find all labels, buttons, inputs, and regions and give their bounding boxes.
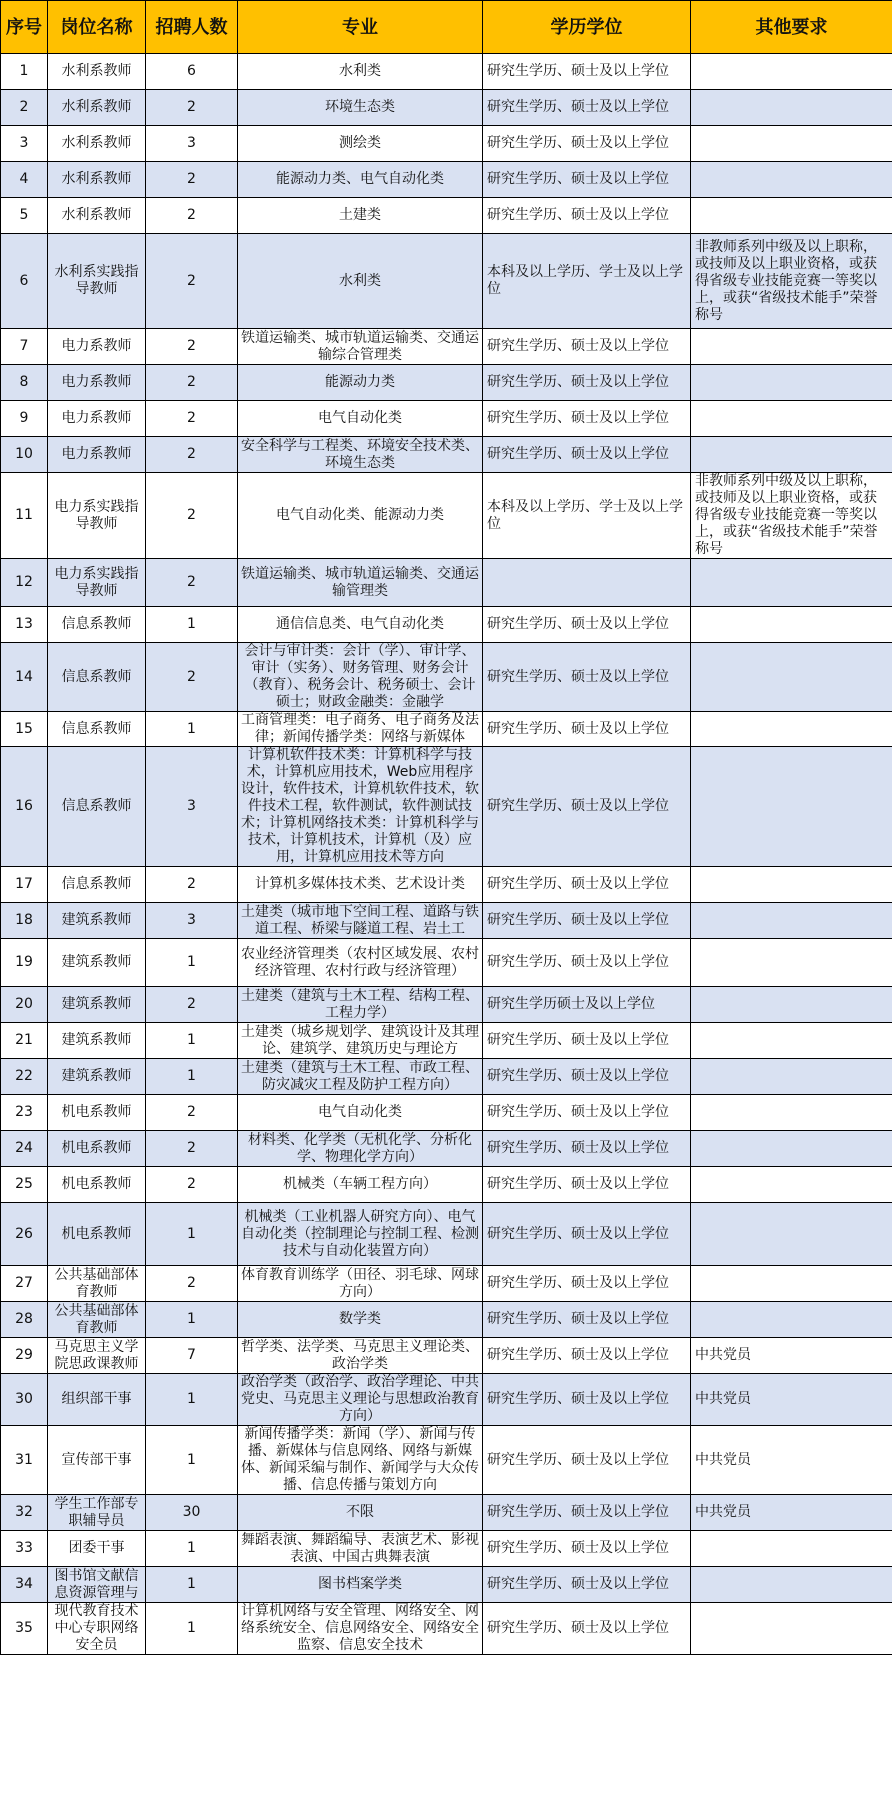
cell-count: 2: [146, 401, 238, 437]
cell-education: 本科及以上学历、学士及以上学位: [483, 473, 691, 559]
cell-count: 2: [146, 1266, 238, 1302]
cell-major: 土建类（建筑与土木工程、市政工程、防灾减灾工程及防护工程方向）: [238, 1059, 483, 1095]
cell-major: 体育教育训练学（田径、羽毛球、网球方向）: [238, 1266, 483, 1302]
cell-no: 34: [1, 1567, 48, 1603]
cell-position: 电力系教师: [48, 329, 146, 365]
cell-major: 不限: [238, 1495, 483, 1531]
cell-other: [691, 329, 892, 365]
cell-major: 能源动力类: [238, 365, 483, 401]
cell-other: [691, 1266, 892, 1302]
cell-other: [691, 643, 892, 712]
cell-other: [691, 1567, 892, 1603]
table-row: [1, 54, 892, 90]
cell-education: 研究生学历、硕士及以上学位: [483, 1095, 691, 1131]
cell-position: 电力系实践指导教师: [48, 473, 146, 559]
cell-other: [691, 126, 892, 162]
table-row: [1, 401, 892, 437]
cell-no: 6: [1, 234, 48, 329]
cell-position: 信息系教师: [48, 867, 146, 903]
cell-position: 水利系教师: [48, 162, 146, 198]
cell-position: 信息系教师: [48, 643, 146, 712]
cell-other: [691, 559, 892, 607]
cell-education: 研究生学历、硕士及以上学位: [483, 1495, 691, 1531]
cell-count: 6: [146, 54, 238, 90]
cell-no: 17: [1, 867, 48, 903]
cell-no: 4: [1, 162, 48, 198]
cell-major: 机械类（工业机器人研究方向）、电气自动化类（控制理论与控制工程、检测技术与自动化装置方向）: [238, 1203, 483, 1266]
cell-position: 水利系教师: [48, 126, 146, 162]
cell-other: [691, 1603, 892, 1655]
cell-education: 本科及以上学历、学士及以上学位: [483, 234, 691, 329]
cell-position: 机电系教师: [48, 1167, 146, 1203]
cell-education: 研究生学历硕士及以上学位: [483, 987, 691, 1023]
cell-major: 土建类（城乡规划学、建筑设计及其理论、建筑学、建筑历史与理论方: [238, 1023, 483, 1059]
cell-position: 建筑系教师: [48, 987, 146, 1023]
cell-no: 29: [1, 1338, 48, 1374]
cell-no: 33: [1, 1531, 48, 1567]
cell-no: 18: [1, 903, 48, 939]
cell-position: 电力系教师: [48, 365, 146, 401]
cell-no: 22: [1, 1059, 48, 1095]
cell-education: 研究生学历、硕士及以上学位: [483, 1059, 691, 1095]
cell-major: 机械类（车辆工程方向）: [238, 1167, 483, 1203]
cell-position: 水利系教师: [48, 198, 146, 234]
cell-no: 28: [1, 1302, 48, 1338]
cell-major: 计算机网络与安全管理、网络安全、网络系统安全、信息网络安全、网络安全监察、信息安全技术: [238, 1603, 483, 1655]
cell-major: 工商管理类：电子商务、电子商务及法律；新闻传播学类：网络与新媒体: [238, 712, 483, 747]
cell-major: 安全科学与工程类、环境安全技术类、环境生态类: [238, 437, 483, 473]
cell-education: 研究生学历、硕士及以上学位: [483, 1302, 691, 1338]
cell-count: 2: [146, 867, 238, 903]
cell-position: 水利系实践指导教师: [48, 234, 146, 329]
cell-other: [691, 401, 892, 437]
cell-count: 1: [146, 1023, 238, 1059]
cell-education: 研究生学历、硕士及以上学位: [483, 365, 691, 401]
cell-education: 研究生学历、硕士及以上学位: [483, 198, 691, 234]
cell-no: 35: [1, 1603, 48, 1655]
cell-other: [691, 1203, 892, 1266]
cell-other: [691, 162, 892, 198]
table-header: [1, 1, 892, 54]
cell-position: 建筑系教师: [48, 939, 146, 987]
cell-count: 3: [146, 126, 238, 162]
cell-position: 水利系教师: [48, 90, 146, 126]
cell-major: 计算机软件技术类：计算机科学与技术，计算机应用技术，Web应用程序设计，软件技术，计算机软件技术，软件技术工程，软件测试，软件测试技术；计算机网络技术类：计算机科学与技术，计算机技术，计算机（及）应用，计算机应用技术等方向: [238, 747, 483, 867]
cell-no: 7: [1, 329, 48, 365]
cell-major: 材料类、化学类（无机化学、分析化学、物理化学方向）: [238, 1131, 483, 1167]
table-row: [1, 1266, 892, 1302]
header-no: 序号: [1, 1, 48, 54]
table-row: [1, 747, 892, 867]
cell-no: 21: [1, 1023, 48, 1059]
cell-no: 15: [1, 712, 48, 747]
header-other: 其他要求: [691, 1, 892, 54]
cell-position: 团委干事: [48, 1531, 146, 1567]
cell-education: 研究生学历、硕士及以上学位: [483, 401, 691, 437]
cell-count: 1: [146, 1302, 238, 1338]
cell-major: 通信信息类、电气自动化类: [238, 607, 483, 643]
cell-position: 图书馆文献信息资源管理与: [48, 1567, 146, 1603]
cell-education: [483, 559, 691, 607]
table-row: [1, 90, 892, 126]
cell-other: [691, 867, 892, 903]
cell-other: [691, 90, 892, 126]
cell-count: 3: [146, 747, 238, 867]
cell-major: 舞蹈表演、舞蹈编导、表演艺术、影视表演、中国古典舞表演: [238, 1531, 483, 1567]
table-row: [1, 1603, 892, 1655]
cell-no: 32: [1, 1495, 48, 1531]
cell-other: [691, 365, 892, 401]
cell-education: 研究生学历、硕士及以上学位: [483, 126, 691, 162]
cell-education: 研究生学历、硕士及以上学位: [483, 437, 691, 473]
cell-no: 8: [1, 365, 48, 401]
cell-education: 研究生学历、硕士及以上学位: [483, 1567, 691, 1603]
cell-other: 非教师系列中级及以上职称，或技师及以上职业资格，或获得省级专业技能竞赛一等奖以上，或获“省级技术能手”荣誉称号: [691, 473, 892, 559]
cell-no: 14: [1, 643, 48, 712]
cell-position: 水利系教师: [48, 54, 146, 90]
table-row: [1, 903, 892, 939]
cell-count: 7: [146, 1338, 238, 1374]
table-row: [1, 1023, 892, 1059]
cell-count: 1: [146, 1426, 238, 1495]
cell-position: 现代教育技术中心专职网络安全员: [48, 1603, 146, 1655]
cell-major: 会计与审计类：会计（学）、审计学、审计（实务）、财务管理、财务会计（教育）、税务会计、税务硕士、会计硕士；财政金融类：金融学: [238, 643, 483, 712]
cell-no: 16: [1, 747, 48, 867]
cell-other: [691, 198, 892, 234]
cell-other: [691, 747, 892, 867]
table-row: [1, 867, 892, 903]
cell-position: 信息系教师: [48, 712, 146, 747]
cell-no: 3: [1, 126, 48, 162]
cell-major: 新闻传播学类：新闻（学）、新闻与传播、新媒体与信息网络、网络与新媒体、新闻采编与制作、新闻学与大众传播、信息传播与策划方向: [238, 1426, 483, 1495]
table-row: [1, 365, 892, 401]
cell-education: 研究生学历、硕士及以上学位: [483, 747, 691, 867]
cell-count: 2: [146, 329, 238, 365]
cell-major: 能源动力类、电气自动化类: [238, 162, 483, 198]
cell-other: [691, 1302, 892, 1338]
table-row: [1, 1167, 892, 1203]
cell-education: 研究生学历、硕士及以上学位: [483, 1531, 691, 1567]
cell-major: 水利类: [238, 54, 483, 90]
cell-position: 机电系教师: [48, 1131, 146, 1167]
cell-position: 学生工作部专职辅导员: [48, 1495, 146, 1531]
table-row: [1, 1059, 892, 1095]
cell-major: 铁道运输类、城市轨道运输类、交通运输管理类: [238, 559, 483, 607]
cell-count: 30: [146, 1495, 238, 1531]
cell-other: [691, 437, 892, 473]
cell-other: 中共党员: [691, 1374, 892, 1426]
cell-position: 建筑系教师: [48, 1059, 146, 1095]
cell-major: 电气自动化类: [238, 1095, 483, 1131]
cell-education: 研究生学历、硕士及以上学位: [483, 607, 691, 643]
cell-no: 31: [1, 1426, 48, 1495]
cell-education: 研究生学历、硕士及以上学位: [483, 1374, 691, 1426]
cell-no: 10: [1, 437, 48, 473]
cell-no: 12: [1, 559, 48, 607]
table-row: [1, 1302, 892, 1338]
cell-other: [691, 903, 892, 939]
cell-no: 27: [1, 1266, 48, 1302]
cell-other: [691, 987, 892, 1023]
cell-count: 3: [146, 903, 238, 939]
cell-count: 2: [146, 559, 238, 607]
cell-position: 宣传部干事: [48, 1426, 146, 1495]
table-row: [1, 1095, 892, 1131]
table-row: [1, 437, 892, 473]
cell-other: 中共党员: [691, 1338, 892, 1374]
cell-education: 研究生学历、硕士及以上学位: [483, 162, 691, 198]
cell-position: 机电系教师: [48, 1203, 146, 1266]
cell-count: 2: [146, 643, 238, 712]
cell-education: 研究生学历、硕士及以上学位: [483, 1203, 691, 1266]
table-row: [1, 1203, 892, 1266]
table-row: [1, 329, 892, 365]
cell-count: 1: [146, 607, 238, 643]
cell-no: 19: [1, 939, 48, 987]
cell-no: 5: [1, 198, 48, 234]
cell-major: 土建类（城市地下空间工程、道路与铁道工程、桥梁与隧道工程、岩土工: [238, 903, 483, 939]
cell-education: 研究生学历、硕士及以上学位: [483, 1167, 691, 1203]
cell-count: 2: [146, 1167, 238, 1203]
cell-count: 1: [146, 1059, 238, 1095]
cell-other: [691, 54, 892, 90]
cell-other: [691, 712, 892, 747]
cell-education: 研究生学历、硕士及以上学位: [483, 90, 691, 126]
header-row: [1, 1, 892, 54]
cell-education: 研究生学历、硕士及以上学位: [483, 1131, 691, 1167]
table-row: [1, 643, 892, 712]
table-row: [1, 162, 892, 198]
cell-position: 组织部干事: [48, 1374, 146, 1426]
cell-position: 建筑系教师: [48, 1023, 146, 1059]
table-row: [1, 559, 892, 607]
table-row: [1, 234, 892, 329]
cell-major: 数学类: [238, 1302, 483, 1338]
table-row: [1, 126, 892, 162]
table-body: [1, 54, 892, 1655]
cell-education: 研究生学历、硕士及以上学位: [483, 1603, 691, 1655]
table-row: [1, 1131, 892, 1167]
cell-other: 非教师系列中级及以上职称，或技师及以上职业资格，或获得省级专业技能竞赛一等奖以上，或获“省级技术能手”荣誉称号: [691, 234, 892, 329]
header-major: 专业: [238, 1, 483, 54]
cell-count: 1: [146, 939, 238, 987]
cell-other: [691, 1131, 892, 1167]
cell-education: 研究生学历、硕士及以上学位: [483, 1338, 691, 1374]
cell-position: 电力系教师: [48, 401, 146, 437]
cell-other: 中共党员: [691, 1426, 892, 1495]
cell-count: 2: [146, 987, 238, 1023]
cell-count: 1: [146, 1531, 238, 1567]
cell-major: 铁道运输类、城市轨道运输类、交通运输综合管理类: [238, 329, 483, 365]
cell-education: 研究生学历、硕士及以上学位: [483, 1266, 691, 1302]
cell-major: 水利类: [238, 234, 483, 329]
cell-position: 信息系教师: [48, 747, 146, 867]
cell-no: 24: [1, 1131, 48, 1167]
cell-other: [691, 1095, 892, 1131]
cell-education: 研究生学历、硕士及以上学位: [483, 939, 691, 987]
table-row: [1, 712, 892, 747]
cell-education: 研究生学历、硕士及以上学位: [483, 1023, 691, 1059]
cell-major: 图书档案学类: [238, 1567, 483, 1603]
cell-major: 农业经济管理类（农村区域发展、农村经济管理、农村行政与经济管理）: [238, 939, 483, 987]
cell-count: 1: [146, 1374, 238, 1426]
cell-major: 电气自动化类: [238, 401, 483, 437]
cell-education: 研究生学历、硕士及以上学位: [483, 867, 691, 903]
cell-major: 土建类: [238, 198, 483, 234]
cell-count: 2: [146, 1131, 238, 1167]
cell-other: 中共党员: [691, 1495, 892, 1531]
cell-no: 20: [1, 987, 48, 1023]
cell-position: 电力系实践指导教师: [48, 559, 146, 607]
cell-no: 30: [1, 1374, 48, 1426]
cell-count: 2: [146, 198, 238, 234]
cell-count: 2: [146, 473, 238, 559]
cell-no: 2: [1, 90, 48, 126]
cell-no: 9: [1, 401, 48, 437]
cell-position: 马克思主义学院思政课教师: [48, 1338, 146, 1374]
cell-education: 研究生学历、硕士及以上学位: [483, 329, 691, 365]
table-row: [1, 1567, 892, 1603]
cell-no: 26: [1, 1203, 48, 1266]
cell-no: 1: [1, 54, 48, 90]
cell-no: 13: [1, 607, 48, 643]
cell-count: 1: [146, 1603, 238, 1655]
cell-count: 2: [146, 90, 238, 126]
cell-position: 电力系教师: [48, 437, 146, 473]
cell-education: 研究生学历、硕士及以上学位: [483, 54, 691, 90]
cell-count: 2: [146, 437, 238, 473]
header-position: 岗位名称: [48, 1, 146, 54]
cell-major: 环境生态类: [238, 90, 483, 126]
table-row: [1, 1426, 892, 1495]
table-row: [1, 987, 892, 1023]
cell-count: 2: [146, 162, 238, 198]
table-row: [1, 607, 892, 643]
cell-count: 2: [146, 234, 238, 329]
cell-other: [691, 1059, 892, 1095]
cell-position: 公共基础部体育教师: [48, 1266, 146, 1302]
cell-count: 2: [146, 1095, 238, 1131]
cell-count: 2: [146, 365, 238, 401]
cell-no: 23: [1, 1095, 48, 1131]
cell-no: 11: [1, 473, 48, 559]
table-row: [1, 1495, 892, 1531]
header-education: 学历学位: [483, 1, 691, 54]
cell-position: 建筑系教师: [48, 903, 146, 939]
cell-major: 土建类（建筑与土木工程、结构工程、工程力学）: [238, 987, 483, 1023]
cell-major: 计算机多媒体技术类、艺术设计类: [238, 867, 483, 903]
cell-count: 1: [146, 1567, 238, 1603]
cell-no: 25: [1, 1167, 48, 1203]
cell-count: 1: [146, 1203, 238, 1266]
cell-education: 研究生学历、硕士及以上学位: [483, 712, 691, 747]
cell-position: 机电系教师: [48, 1095, 146, 1131]
cell-other: [691, 1023, 892, 1059]
table-row: [1, 198, 892, 234]
table-row: [1, 1531, 892, 1567]
cell-major: 政治学类（政治学、政治学理论、中共党史、马克思主义理论与思想政治教育方向）: [238, 1374, 483, 1426]
cell-major: 测绘类: [238, 126, 483, 162]
cell-education: 研究生学历、硕士及以上学位: [483, 643, 691, 712]
table-row: [1, 1338, 892, 1374]
table-row: [1, 939, 892, 987]
cell-other: [691, 939, 892, 987]
cell-position: 公共基础部体育教师: [48, 1302, 146, 1338]
cell-major: 哲学类、法学类、马克思主义理论类、政治学类: [238, 1338, 483, 1374]
cell-other: [691, 1167, 892, 1203]
cell-education: 研究生学历、硕士及以上学位: [483, 903, 691, 939]
cell-count: 1: [146, 712, 238, 747]
cell-major: 电气自动化类、能源动力类: [238, 473, 483, 559]
table-row: [1, 473, 892, 559]
cell-position: 信息系教师: [48, 607, 146, 643]
cell-other: [691, 1531, 892, 1567]
table-row: [1, 1374, 892, 1426]
header-count: 招聘人数: [146, 1, 238, 54]
cell-education: 研究生学历、硕士及以上学位: [483, 1426, 691, 1495]
cell-other: [691, 607, 892, 643]
